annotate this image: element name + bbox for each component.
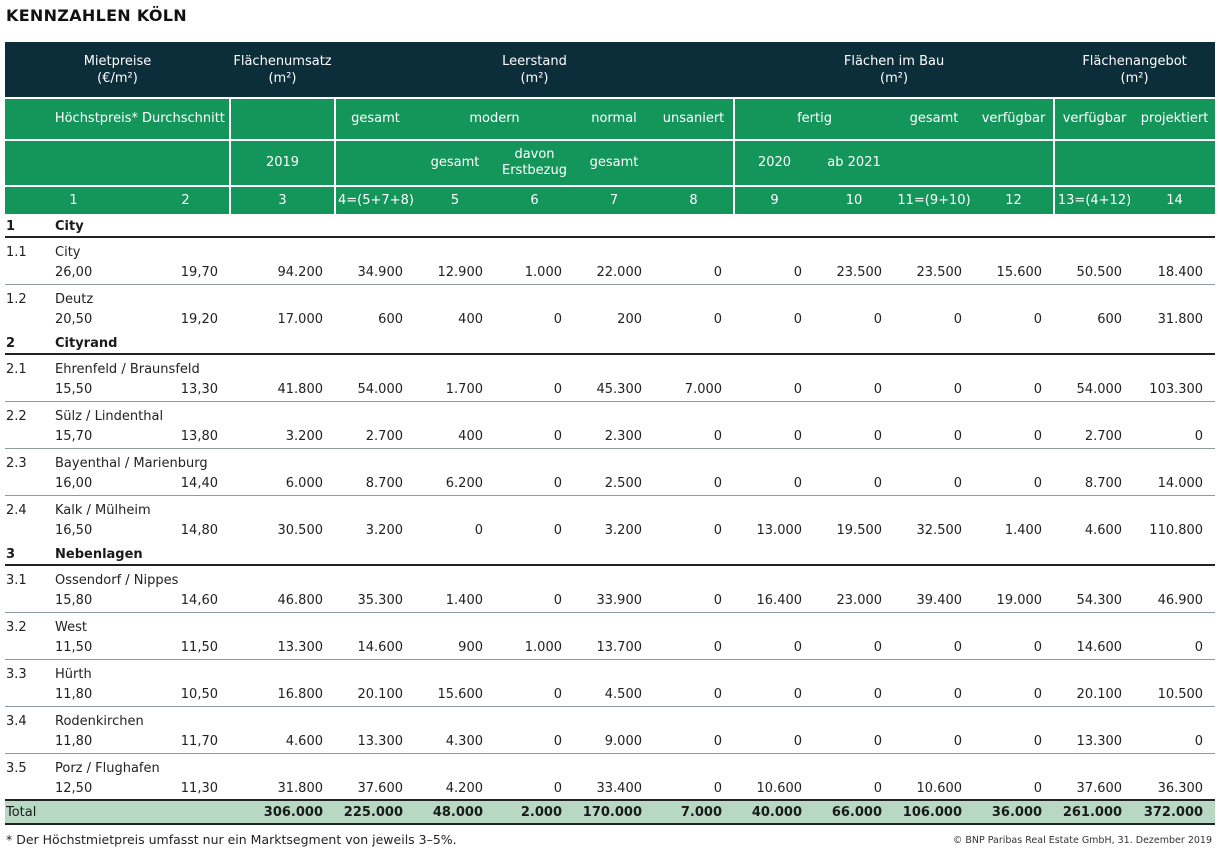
header-num: 4=(5+7+8) (335, 186, 415, 214)
value-cell: 600 (1097, 312, 1123, 327)
value-cell: 46.800 (230, 589, 335, 612)
header-hoechstpreis: Höchstpreis* (5, 98, 142, 140)
value-cell: 0 (553, 523, 562, 538)
total-value: 261.000 (1054, 800, 1134, 824)
district-number: 2.2 (6, 409, 27, 424)
value-cell: 0 (495, 472, 574, 495)
header-ab-2021: ab 2021 (814, 140, 894, 186)
district-name-row (5, 448, 1215, 472)
total-value: 48.000 (415, 800, 495, 824)
value-cell: 4.600 (1084, 523, 1123, 538)
value-cell: 110.800 (1149, 523, 1204, 538)
value-cell: 54.000 (335, 378, 415, 401)
value-cell: 2.300 (574, 425, 654, 448)
district-number: 3.2 (6, 620, 27, 635)
district-number: 3.3 (6, 667, 27, 682)
value-cell: 33.900 (574, 589, 654, 612)
district-name-row (5, 495, 1215, 519)
value-cell: 0 (474, 523, 483, 538)
value-cell: 2.500 (574, 472, 654, 495)
value-cell: 0 (495, 378, 574, 401)
value-cell: 19,20 (180, 312, 218, 327)
total-row (5, 800, 1215, 824)
value-cell: 50.500 (1054, 261, 1134, 284)
district-values-row (5, 683, 1215, 706)
district-number: 3.5 (6, 761, 27, 776)
value-cell: 30.500 (277, 523, 323, 538)
value-cell: 0 (553, 312, 562, 327)
value-cell: 0 (814, 378, 894, 401)
value-cell: 400 (458, 312, 483, 327)
district-name-row (5, 659, 1215, 683)
value-cell: 0 (974, 683, 1054, 706)
value-cell: 0 (495, 425, 574, 448)
header-row-numbers (5, 186, 1215, 214)
district-name: Rodenkirchen (55, 714, 144, 729)
value-cell: 6.000 (230, 472, 335, 495)
value-cell: 400 (415, 425, 495, 448)
value-cell: 10.500 (1134, 683, 1215, 706)
value-cell: 0 (713, 523, 723, 538)
table-body (5, 214, 1215, 800)
value-cell: 0 (654, 683, 734, 706)
district-name-row (5, 612, 1215, 636)
value-cell: 23.000 (814, 589, 894, 612)
value-cell: 10.600 (916, 780, 963, 796)
header-leerstand: Leerstand (m²) (335, 42, 734, 98)
value-cell: 8.700 (1054, 472, 1134, 495)
header-verfuegbar: verfügbar (1054, 98, 1134, 140)
value-cell: 4.600 (230, 730, 335, 753)
value-cell: 15,70 (5, 425, 142, 448)
value-cell: 1.400 (1004, 523, 1043, 538)
value-cell: 0 (793, 312, 803, 327)
district-number: 3.1 (6, 573, 27, 588)
value-cell: 0 (894, 730, 974, 753)
header-gesamt-bau: gesamt (894, 98, 974, 140)
district-values-row (5, 519, 1215, 542)
section-number: 3 (5, 542, 142, 565)
value-cell: 37.600 (1076, 780, 1123, 796)
value-cell: 2.700 (335, 425, 415, 448)
value-cell: 14.600 (1054, 636, 1134, 659)
value-cell: 19.500 (836, 523, 883, 538)
value-cell: 14.000 (1134, 472, 1215, 495)
value-cell: 1.700 (415, 378, 495, 401)
page-title: KENNZAHLEN KÖLN (6, 6, 187, 25)
value-cell: 3.200 (365, 523, 403, 538)
district-name-row (5, 401, 1215, 425)
total-value: 66.000 (814, 800, 894, 824)
value-cell: 11,30 (180, 780, 218, 796)
value-cell: 13.300 (230, 636, 335, 659)
value-cell: 14,60 (142, 589, 230, 612)
value-cell: 20,50 (55, 312, 93, 327)
header-num: 3 (230, 186, 335, 214)
district-number: 3.4 (6, 714, 27, 729)
value-cell: 12.900 (415, 261, 495, 284)
value-cell: 54.300 (1054, 589, 1134, 612)
value-cell: 16.800 (230, 683, 335, 706)
value-cell: 15.600 (974, 261, 1054, 284)
district-values-row (5, 636, 1215, 659)
header-num: 13=(4+12) (1054, 186, 1134, 214)
value-cell: 0 (894, 472, 974, 495)
district-values-row (5, 730, 1215, 753)
value-cell: 1.400 (415, 589, 495, 612)
total-value: 7.000 (654, 800, 734, 824)
header-davon-erstbezug: davon Erstbezug (495, 140, 574, 186)
district-name-row (5, 237, 1215, 261)
total-value: 170.000 (574, 800, 654, 824)
header-num: 1 (5, 186, 142, 214)
header-durchschnitt: Durchschnitt (142, 98, 230, 140)
value-cell: 1.000 (495, 636, 574, 659)
total-value: 372.000 (1134, 800, 1215, 824)
value-cell: 0 (654, 261, 734, 284)
value-cell: 0 (654, 425, 734, 448)
header-modern-gesamt: gesamt (415, 140, 495, 186)
total-value: 106.000 (894, 800, 974, 824)
value-cell: 17.000 (277, 312, 323, 327)
value-cell: 33.400 (596, 780, 642, 796)
district-number: 2.4 (6, 503, 27, 518)
section-name: City (55, 214, 1128, 237)
total-value: 2.000 (495, 800, 574, 824)
value-cell: 6.200 (415, 472, 495, 495)
district-name: Porz / Flughafen (55, 761, 160, 776)
district-name: West (55, 620, 87, 635)
value-cell: 0 (894, 683, 974, 706)
value-cell: 600 (378, 312, 403, 327)
value-cell: 0 (974, 636, 1054, 659)
value-cell: 13,80 (142, 425, 230, 448)
value-cell: 0 (1033, 312, 1043, 327)
value-cell: 32.500 (916, 523, 963, 538)
value-cell: 11,70 (142, 730, 230, 753)
total-label: Total (5, 800, 230, 824)
value-cell: 3.200 (604, 523, 642, 538)
district-values-row (5, 589, 1215, 612)
district-values-row (5, 261, 1215, 284)
section-name: Nebenlagen (55, 542, 1128, 565)
value-cell: 0 (814, 683, 894, 706)
value-cell: 16.400 (734, 589, 814, 612)
district-values-row (5, 472, 1215, 495)
header-gesamt: gesamt (335, 98, 415, 140)
value-cell: 22.000 (574, 261, 654, 284)
value-cell: 103.300 (1134, 378, 1215, 401)
value-cell: 0 (894, 636, 974, 659)
value-cell: 0 (654, 636, 734, 659)
header-projektiert: projektiert (1134, 98, 1215, 140)
footnote: * Der Höchstmietpreis umfasst nur ein Marktsegment von jeweils 3–5%. (6, 832, 457, 847)
district-name: Sülz / Lindenthal (55, 409, 164, 424)
value-cell: 3.200 (230, 425, 335, 448)
value-cell: 13,30 (142, 378, 230, 401)
value-cell: 8.700 (335, 472, 415, 495)
value-cell: 0 (734, 636, 814, 659)
header-num: 9 (734, 186, 814, 214)
value-cell: 41.800 (230, 378, 335, 401)
header-row-details (5, 140, 1215, 186)
header-empty-unsaniert (654, 140, 734, 186)
value-cell: 39.400 (894, 589, 974, 612)
district-name: Kalk / Mülheim (55, 503, 151, 518)
header-num: 8 (654, 186, 734, 214)
value-cell: 0 (873, 312, 883, 327)
value-cell: 15,50 (5, 378, 142, 401)
value-cell: 54.000 (1054, 378, 1134, 401)
district-values-row (5, 378, 1215, 401)
header-empty-angebot (1054, 140, 1215, 186)
value-cell: 10,50 (142, 683, 230, 706)
value-cell: 0 (734, 425, 814, 448)
header-flaechenumsatz: Flächenumsatz (m²) (230, 42, 335, 98)
value-cell: 2.700 (1054, 425, 1134, 448)
value-cell: 0 (894, 378, 974, 401)
value-cell: 19,70 (142, 261, 230, 284)
value-cell: 0 (974, 472, 1054, 495)
value-cell: 18.400 (1134, 261, 1215, 284)
value-cell: 0 (1134, 425, 1215, 448)
value-cell: 11,80 (5, 730, 142, 753)
district-name-row (5, 753, 1215, 777)
value-cell: 15.600 (415, 683, 495, 706)
header-row-subgroups (5, 98, 1215, 140)
district-values-row (5, 425, 1215, 448)
value-cell: 31.800 (277, 780, 323, 796)
total-value: 36.000 (974, 800, 1054, 824)
value-cell: 36.300 (1157, 780, 1204, 796)
value-cell: 31.800 (1157, 312, 1204, 327)
value-cell: 0 (553, 780, 562, 796)
value-cell: 46.900 (1134, 589, 1215, 612)
header-num: 14 (1134, 186, 1215, 214)
header-num: 5 (415, 186, 495, 214)
header-empty-umsatz (230, 98, 335, 140)
value-cell: 13.300 (1054, 730, 1134, 753)
header-fertig: fertig (734, 98, 894, 140)
value-cell: 0 (974, 425, 1054, 448)
value-cell: 0 (713, 312, 723, 327)
value-cell: 0 (974, 378, 1054, 401)
value-cell: 11,80 (5, 683, 142, 706)
district-name-row (5, 565, 1215, 589)
value-cell: 26,00 (5, 261, 142, 284)
value-cell: 0 (814, 425, 894, 448)
value-cell: 20.100 (335, 683, 415, 706)
header-year: 2019 (230, 140, 335, 186)
header-empty-bau-verfuegbar (974, 140, 1054, 186)
district-number: 2.1 (6, 362, 27, 377)
total-value: 40.000 (734, 800, 814, 824)
header-num: 12 (974, 186, 1054, 214)
district-name-row (5, 706, 1215, 730)
value-cell: 0 (654, 589, 734, 612)
section-name: Cityrand (55, 331, 1128, 354)
value-cell: 0 (974, 730, 1054, 753)
kennzahlen-table (5, 42, 1215, 825)
value-cell: 13.000 (756, 523, 803, 538)
value-cell: 0 (894, 425, 974, 448)
copyright: © BNP Paribas Real Estate GmbH, 31. Dezember 2019 (952, 835, 1212, 846)
value-cell: 23.500 (894, 261, 974, 284)
value-cell: 0 (953, 312, 963, 327)
value-cell: 0 (734, 472, 814, 495)
value-cell: 14,80 (180, 523, 218, 538)
value-cell: 4.500 (574, 683, 654, 706)
value-cell: 0 (1134, 730, 1215, 753)
value-cell: 0 (734, 378, 814, 401)
header-unsaniert: unsaniert (654, 98, 734, 140)
value-cell: 16,50 (55, 523, 93, 538)
header-num: 7 (574, 186, 654, 214)
district-number: 1.2 (6, 292, 27, 307)
value-cell: 900 (415, 636, 495, 659)
header-num: 2 (142, 186, 230, 214)
value-cell: 14,40 (142, 472, 230, 495)
section-number: 2 (5, 331, 142, 354)
section-row (5, 331, 1215, 354)
district-name: Hürth (55, 667, 92, 682)
value-cell: 15,80 (5, 589, 142, 612)
header-empty-miet (5, 140, 230, 186)
value-cell: 19.000 (974, 589, 1054, 612)
district-name-row (5, 354, 1215, 378)
value-cell: 14.600 (335, 636, 415, 659)
value-cell: 45.300 (574, 378, 654, 401)
header-num: 11=(9+10) (894, 186, 974, 214)
header-modern: modern (415, 98, 574, 140)
value-cell: 13.300 (335, 730, 415, 753)
value-cell: 0 (654, 472, 734, 495)
value-cell: 23.500 (814, 261, 894, 284)
value-cell: 0 (814, 636, 894, 659)
value-cell: 0 (814, 730, 894, 753)
header-normal-gesamt: gesamt (574, 140, 654, 186)
value-cell: 0 (495, 589, 574, 612)
section-row (5, 214, 1215, 237)
value-cell: 0 (734, 261, 814, 284)
value-cell: 13.700 (574, 636, 654, 659)
value-cell: 12,50 (55, 780, 93, 796)
value-cell: 11,50 (142, 636, 230, 659)
district-number: 1.1 (6, 245, 27, 260)
header-flaechen-im-bau: Flächen im Bau (m²) (734, 42, 1054, 98)
value-cell: 34.900 (335, 261, 415, 284)
district-name: Bayenthal / Marienburg (55, 456, 208, 471)
value-cell: 9.000 (574, 730, 654, 753)
value-cell: 94.200 (230, 261, 335, 284)
value-cell: 35.300 (335, 589, 415, 612)
total-value: 306.000 (230, 800, 335, 824)
header-verfuegbar-bau: verfügbar (974, 98, 1054, 140)
header-row-groups (5, 42, 1215, 98)
district-number: 2.3 (6, 456, 27, 471)
value-cell: 0 (1033, 780, 1043, 796)
value-cell: 0 (873, 780, 883, 796)
value-cell: 0 (734, 730, 814, 753)
district-name: Ehrenfeld / Braunsfeld (55, 362, 200, 377)
value-cell: 0 (713, 780, 723, 796)
value-cell: 0 (495, 683, 574, 706)
value-cell: 4.300 (415, 730, 495, 753)
district-values-row (5, 777, 1215, 800)
district-values-row (5, 308, 1215, 331)
header-empty-gesamt (335, 140, 415, 186)
district-name: City (55, 245, 81, 260)
district-name-row (5, 284, 1215, 308)
header-empty-bau-gesamt (894, 140, 974, 186)
value-cell: 20.100 (1054, 683, 1134, 706)
section-number: 1 (5, 214, 142, 237)
value-cell: 37.600 (357, 780, 403, 796)
value-cell: 10.600 (756, 780, 803, 796)
value-cell: 11,50 (5, 636, 142, 659)
value-cell: 0 (734, 683, 814, 706)
total-value: 225.000 (335, 800, 415, 824)
value-cell: 0 (814, 472, 894, 495)
value-cell: 4.200 (445, 780, 483, 796)
value-cell: 0 (654, 730, 734, 753)
district-name: Ossendorf / Nippes (55, 573, 179, 588)
header-mietpreise: Mietpreise (€/m²) (5, 42, 230, 98)
header-flaechenangebot: Flächenangebot (m²) (1054, 42, 1215, 98)
value-cell: 1.000 (495, 261, 574, 284)
value-cell: 7.000 (654, 378, 734, 401)
district-name: Deutz (55, 292, 94, 307)
section-row (5, 542, 1215, 565)
header-num: 10 (814, 186, 894, 214)
header-normal: normal (574, 98, 654, 140)
header-fertig-2020: 2020 (734, 140, 814, 186)
value-cell: 16,00 (5, 472, 142, 495)
value-cell: 0 (495, 730, 574, 753)
header-num: 6 (495, 186, 574, 214)
value-cell: 0 (1134, 636, 1215, 659)
value-cell: 200 (617, 312, 642, 327)
